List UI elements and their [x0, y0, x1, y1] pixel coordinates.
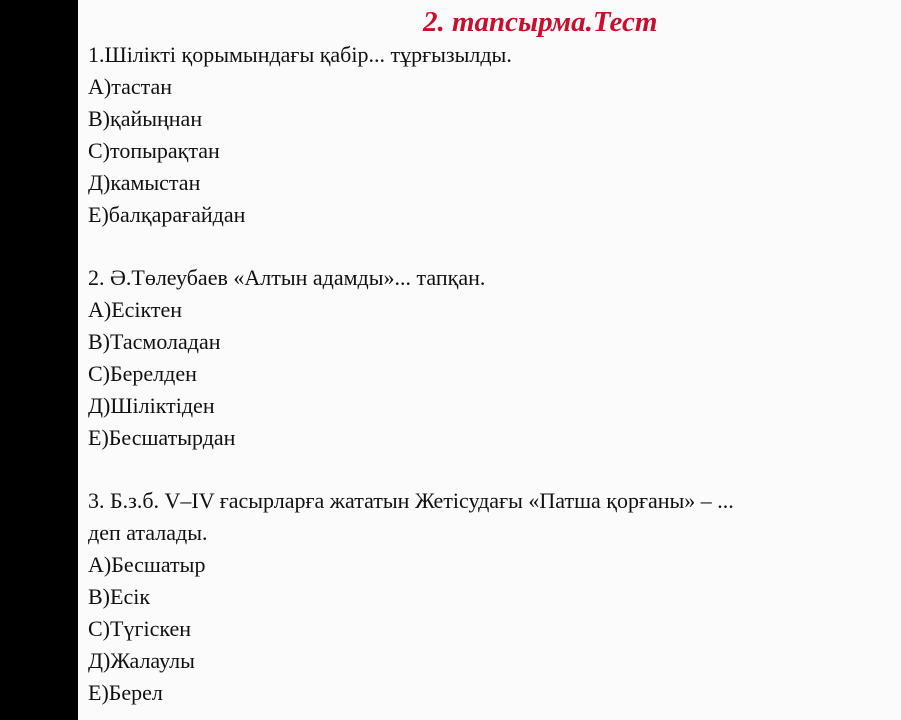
- question-2-option-b: В)Тасмоладан: [88, 329, 221, 354]
- question-3-option-b: В)Есік: [88, 584, 151, 609]
- question-3-text-continued: деп аталады.: [88, 520, 208, 545]
- question-1-option-d: Д)камыстан: [88, 170, 201, 195]
- question-1-option-b: В)қайыңнан: [88, 106, 203, 131]
- question-3-option-c: С)Түгіскен: [88, 616, 192, 641]
- question-1-text: 1.Шілікті қорымындағы қабір... тұрғызылды.: [88, 42, 512, 67]
- question-1-option-e: Е)балқарағайдан: [88, 202, 246, 227]
- question-3-option-d: Д)Жалаулы: [88, 648, 195, 673]
- question-2-text: 2. Ә.Төлеубаев «Алтын адамды»... тапқан.: [88, 265, 486, 290]
- question-2-option-e: Е)Бесшатырдан: [88, 425, 236, 450]
- question-1-option-c: С)топырақтан: [88, 138, 220, 163]
- question-2-option-c: С)Берелден: [88, 361, 197, 386]
- question-2-option-a: А)Есіктен: [88, 297, 183, 322]
- page-title: 2. тапсырма.Тест: [423, 6, 658, 38]
- question-3-text: 3. Б.з.б. V–IV ғасырларға жататын Жетісудағы «Патша қорғаны» – ...: [88, 488, 734, 513]
- document-page: [78, 0, 901, 720]
- question-1-option-a: А)тастан: [88, 74, 173, 99]
- question-3-option-a: А)Бесшатыр: [88, 552, 206, 577]
- question-2-option-d: Д)Шіліктіден: [88, 393, 215, 418]
- question-3-option-e: Е)Берел: [88, 680, 163, 705]
